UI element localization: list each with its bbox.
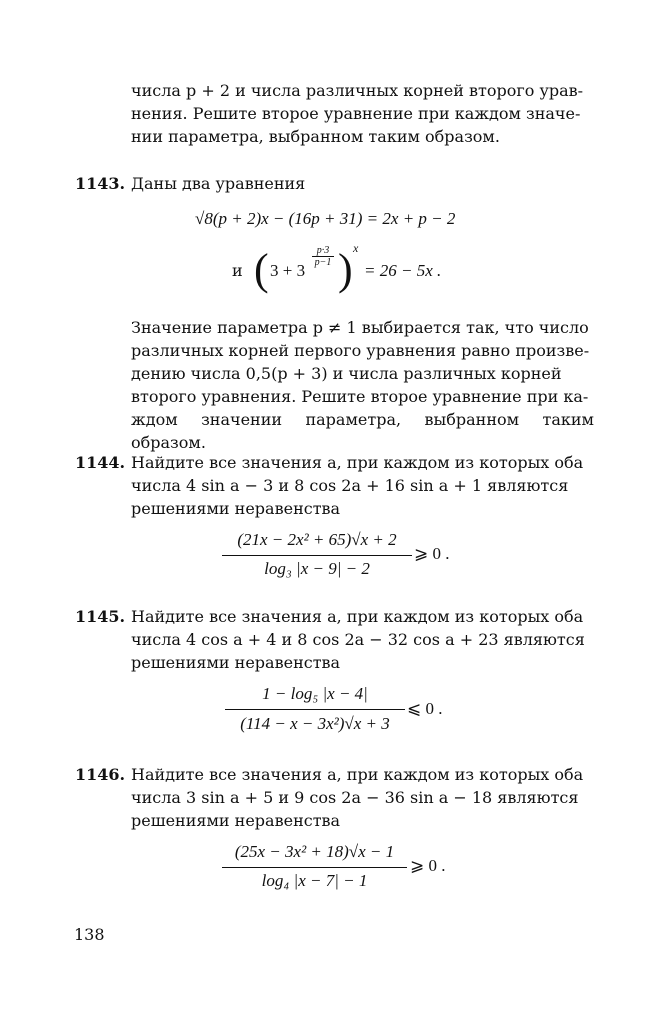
problem-1144-text bbox=[131, 451, 594, 520]
fraction-1145 bbox=[225, 684, 405, 738]
text-line: второго уравнения. Решите второе уравнение при ка- bbox=[131, 387, 589, 406]
text-line: числа 4 sin a − 3 и 8 cos 2a + 16 sin a + 1 являются bbox=[131, 476, 569, 495]
continuation-paragraph bbox=[131, 79, 594, 148]
text-line: Найдите все значения a, при каждом из которых оба bbox=[131, 607, 584, 626]
denominator: (114 − x − 3x²)√x + 3 bbox=[240, 714, 390, 733]
relation-1144: ⩾ 0 . bbox=[414, 544, 450, 563]
text-line: решениями неравенства bbox=[131, 811, 341, 830]
fraction-bar bbox=[225, 709, 405, 710]
text-line: различных корней первого уравнения равно произве- bbox=[131, 341, 590, 360]
page-number: 138 bbox=[74, 925, 105, 944]
equation-1143-1: √8(p + 2)x − (16p + 31) = 2x + p − 2 bbox=[195, 209, 456, 228]
text-line: числа 4 cos a + 4 и 8 cos 2a − 32 cos a + 23 являются bbox=[131, 630, 585, 649]
text-line: числа p + 2 и числа различных корней второго урав- bbox=[131, 81, 584, 100]
text-line: дению числа 0,5(p + 3) и числа различных корней bbox=[131, 364, 562, 383]
relation-1145: ⩽ 0 . bbox=[407, 699, 443, 718]
text-line: нии параметра, выбранном таким образом. bbox=[131, 127, 500, 146]
eq2-exp-num: p·3 bbox=[316, 245, 330, 256]
equation-1143-2 bbox=[232, 241, 492, 297]
problem-1143-body bbox=[131, 316, 594, 454]
text-line: Значение параметра p ≠ 1 выбирается так, что число bbox=[131, 318, 589, 337]
problem-1145-text bbox=[131, 605, 594, 674]
text-line: Найдите все значения a, при каждом из которых оба bbox=[131, 765, 584, 784]
denominator: log₄ |x − 7| − 1 bbox=[261, 871, 368, 890]
text-line: числа 3 sin a + 5 и 9 cos 2a − 36 sin a − 18 являются bbox=[131, 788, 579, 807]
relation-1146: ⩾ 0 . bbox=[410, 856, 446, 875]
text-line: решениями неравенства bbox=[131, 499, 341, 518]
problem-number-1143: 1143. bbox=[75, 174, 126, 193]
numerator: (21x − 2x² + 65)√x + 2 bbox=[237, 530, 397, 549]
fraction-1146 bbox=[222, 842, 407, 894]
problem-number-1146: 1146. bbox=[75, 765, 126, 784]
fraction-1144 bbox=[222, 530, 412, 582]
problem-number-1144: 1144. bbox=[75, 453, 126, 472]
eq2-prefix: и bbox=[232, 261, 243, 280]
fraction-bar bbox=[222, 555, 412, 556]
eq2-exp-den: p−1 bbox=[314, 257, 332, 268]
problem-1146-text bbox=[131, 763, 594, 832]
numerator: 1 − log₅ |x − 4| bbox=[262, 684, 368, 703]
text-line: нения. Решите второе уравнение при каждом значе- bbox=[131, 104, 581, 123]
numerator: (25x − 3x² + 18)√x − 1 bbox=[234, 842, 395, 861]
problem-1143-intro: Даны два уравнения bbox=[131, 174, 306, 193]
text-line: ждом значении параметра, выбранном таким образом. bbox=[131, 410, 594, 452]
left-paren: ( bbox=[254, 245, 269, 294]
eq2-base: 3 + 3 bbox=[270, 261, 306, 280]
fraction-bar bbox=[222, 867, 407, 868]
right-paren: ) bbox=[338, 245, 353, 294]
eq2-rhs: = 26 − 5x . bbox=[364, 261, 442, 280]
text-line: решениями неравенства bbox=[131, 653, 341, 672]
problem-number-1145: 1145. bbox=[75, 607, 126, 626]
eq2-outer-exp: x bbox=[353, 241, 359, 255]
text-line: Найдите все значения a, при каждом из которых оба bbox=[131, 453, 584, 472]
denominator: log₃ |x − 9| − 2 bbox=[264, 559, 370, 578]
